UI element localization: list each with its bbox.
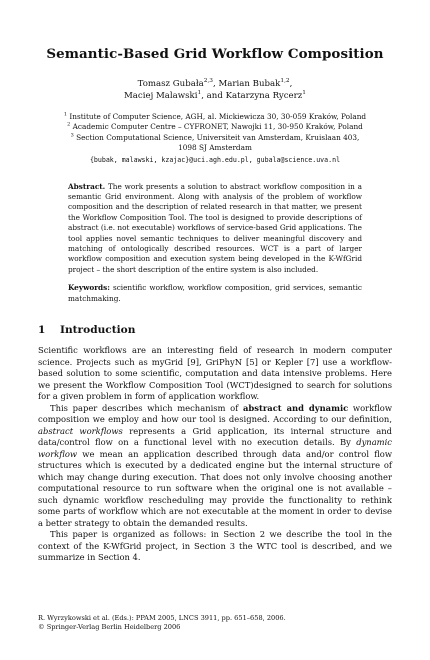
paper-title: Semantic-Based Grid Workflow Composition — [46, 46, 384, 62]
author-gubala-affil: 2,3 — [203, 78, 214, 85]
author-separator: , — [213, 79, 219, 89]
intro-paragraph-2 — [38, 403, 392, 530]
author-separator: , and — [201, 91, 226, 101]
author-malawski: Maciej Malawski — [124, 91, 198, 101]
section-title: Introduction — [60, 324, 136, 337]
citation-line: R. Wyrzykowski et al. (Eds.): PPAM 2005, LNCS 3911, pp. 651–658, 2006. — [38, 614, 286, 622]
para-text: we mean an application described through data and/or control flow structures which is executed by a dedicated engine but the internal structure of which may change during execution. That does not only involve choosing another computational resource to run software when the original one is not available – such dynamic workflow rescheduling may provide the functionality to rethink some parts of workflow which are not executable at the moment in order to devise a better strategy to obtain the demanded results. — [38, 448, 392, 528]
author-bubak: Marian Bubak — [218, 79, 281, 89]
para-text: workflow composition we employ and how our tool is designed. According to our definition, — [38, 402, 393, 425]
copyright-line: © Springer-Verlag Berlin Heidelberg 2006 — [38, 623, 181, 631]
intro-paragraph-3: This paper is organized as follows: in Section 2 we describe the tool in the context of the K-WfGrid project, in Section 3 the WTC tool is described, and we summarize in Section 4. — [38, 529, 392, 563]
keywords-text: scientific workflow, workflow composition, grid services, semantic matchmaking. — [68, 283, 362, 303]
affiliation-marker: 2 — [67, 121, 71, 128]
affiliation-2 — [38, 122, 392, 132]
intro-paragraph-1: Scientific workflows are an interesting field of research in modern computer science. Projects such as myGrid [9], GriPhyN [5] or Kepler [7] use a workflow-based solution to some scientific, computation and data intensive problems. Here we present the Workflow Composition Tool (WCT)designed to search for solutions for a given problem in form of application workflow. — [38, 345, 392, 402]
author-list — [38, 78, 392, 102]
author-malawski-affil: 1 — [197, 90, 202, 97]
author-separator: , — [289, 79, 293, 89]
para-bold: abstract and dynamic — [242, 402, 349, 413]
abstract-label: Abstract. — [68, 181, 106, 191]
section-heading — [38, 324, 392, 336]
affiliation-text: Institute of Computer Science, AGH, al. Mickiewicza 30, 30-059 Kraków, Poland — [69, 112, 367, 121]
affiliation-marker: 1 — [63, 111, 68, 118]
keywords-label: Keywords: — [68, 283, 110, 293]
author-rycerz: Katarzyna Rycerz — [225, 91, 303, 101]
section-number: 1 — [38, 324, 46, 337]
author-bubak-affil: 1,2 — [280, 78, 290, 85]
affiliation-list — [38, 112, 392, 154]
affiliation-marker: 3 — [70, 132, 74, 139]
author-rycerz-affil: 1 — [302, 90, 306, 97]
author-line-1 — [38, 78, 392, 90]
keywords — [68, 283, 362, 304]
affiliation-text: 1098 SJ Amsterdam — [178, 143, 252, 153]
author-line-2 — [38, 90, 392, 102]
para-italic: dynamic workflow — [38, 437, 392, 459]
abstract-text: The work presents a solution to abstract workflow composition in a semantic Grid environment. Along with analysis of the problem of workflow composition and the description of related research in that matter, we present the Workflow Composition Tool. The tool is designed to provide descriptions of abstract (i.e. not executable) workflows of service-based Grid applications. The tool applies novel semantic techniques to deliver meaningful discovery and matching of ontologically described resources. WCT is a part of larger workflow composition and execution system being developed in the K-WfGrid project – the short description of the entire system is also included. — [68, 181, 362, 274]
affiliation-1 — [38, 112, 392, 122]
author-gubala: Tomasz Gubała — [137, 79, 204, 89]
affiliation-3-cont — [38, 143, 392, 153]
page-footer — [38, 614, 286, 632]
author-emails: {bubak, malawski, kzajac}@uci.agh.edu.pl, gubala@science.uva.nl — [89, 155, 341, 164]
abstract — [68, 182, 362, 276]
affiliation-3 — [38, 133, 392, 143]
para-text: This paper describes which mechanism of — [50, 402, 243, 413]
para-italic: abstract workflows — [38, 425, 123, 436]
para-text: represents a Grid application, its internal structure and data/control flow on a functional level with no execution details. By — [38, 425, 392, 448]
affiliation-text: Academic Computer Centre – CYFRONET, Nawojki 11, 30-950 Kraków, Poland — [72, 122, 363, 132]
affiliation-text: Section Computational Science, Universiteit van Amsterdam, Kruislaan 403, — [76, 132, 360, 142]
